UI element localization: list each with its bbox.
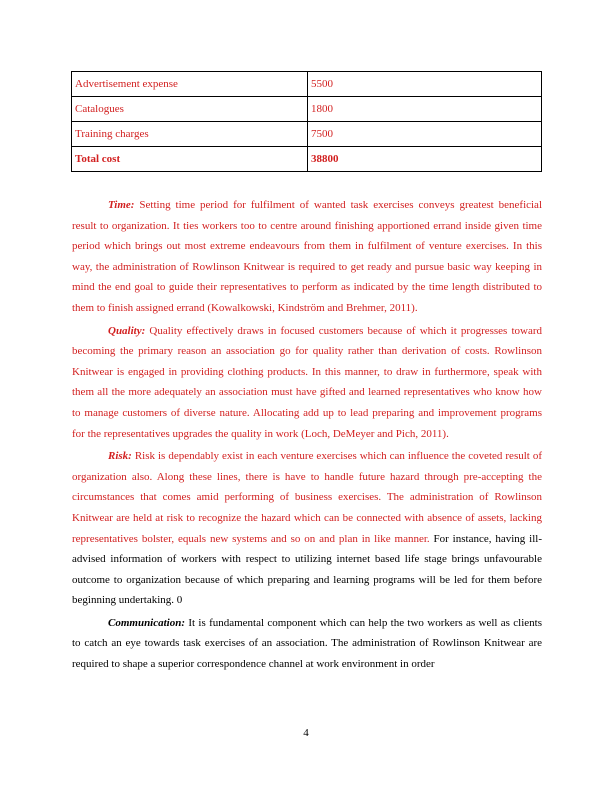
paragraph-risk-text-red: Risk is dependably exist in each venture exercises which can influence the coveted result of organization also. Along these lines, there is have to handle future hazard through pre-accepting the circumstances that comes amid performing of business exercises. The administration of Rowlinson Knitwear are held at risk to recognize the hazard which can be connected with absence of assets, lacking representatives bolster, equals new systems and so on and plan in like manner.	[72, 450, 542, 545]
cost-item-cell: Advertisement expense	[72, 72, 308, 97]
cost-item-cell: Catalogues	[72, 97, 308, 122]
table-row	[72, 122, 542, 147]
total-label-cell: Total cost	[72, 147, 308, 172]
paragraph-communication	[72, 613, 542, 675]
cost-value-cell: 5500	[308, 72, 542, 97]
heading-risk: Risk:	[108, 450, 132, 463]
body-text	[72, 195, 542, 677]
cost-item-cell: Training charges	[72, 122, 308, 147]
heading-communication: Communication:	[108, 616, 186, 629]
paragraph-time	[72, 195, 542, 319]
paragraph-time-text: Setting time period for fulfilment of wanted task exercises conveys greatest beneficial result to organization. It ties workers too to centre around finishing apportioned errand inside given time period which brings out most extreme endeavours from them in fulfilment of venture exercises. In this way, the administration of Rowlinson Knitwear is required to get ready and pursue basic way keeping in mind the end goal to guide their representatives to perform as indicated by the time length distributed to them to finish assigned errand (Kowalkowski, Kindström and Brehmer, 2011).	[72, 199, 542, 314]
cost-table	[71, 71, 542, 172]
page-number: 4	[303, 727, 309, 739]
cost-value-cell: 7500	[308, 122, 542, 147]
paragraph-communication-text: It is fundamental component which can help the two workers as well as clients to catch an eye towards task exercises of an association. The administration of Rowlinson Knitwear are required to shape a superior correspondence channel at work environment in order	[72, 616, 542, 671]
cost-value-cell: 1800	[308, 97, 542, 122]
paragraph-risk-text-black: For instance, having ill-advised information of workers with respect to utilizing internet based life stage brings unfavourable outcome to organization because of which preparing and learning programs will be led for them before beginning undertaking. 0	[72, 532, 542, 607]
paragraph-risk	[72, 446, 542, 611]
heading-time: Time:	[108, 199, 135, 211]
total-row	[72, 147, 542, 172]
table-row	[72, 97, 542, 122]
total-value-cell: 38800	[308, 147, 542, 172]
table-row	[72, 72, 542, 97]
heading-quality: Quality:	[108, 324, 146, 337]
paragraph-quality	[72, 321, 542, 445]
paragraph-quality-text: Quality effectively draws in focused customers because of which it progresses toward becoming the primary reason an association go for quality rather than derivation of costs. Rowlinson Knitwear is engaged in providing clothing products. In this manner, to draw in furthermore, speak with them all the more adequately an association must have gifted and learned representatives who know how to manage customers of diverse nature. Allocating add up to lead preparing and improvement programs for the representatives upgrades the quality in work (Loch, DeMeyer and Pich, 2011).	[72, 324, 542, 440]
